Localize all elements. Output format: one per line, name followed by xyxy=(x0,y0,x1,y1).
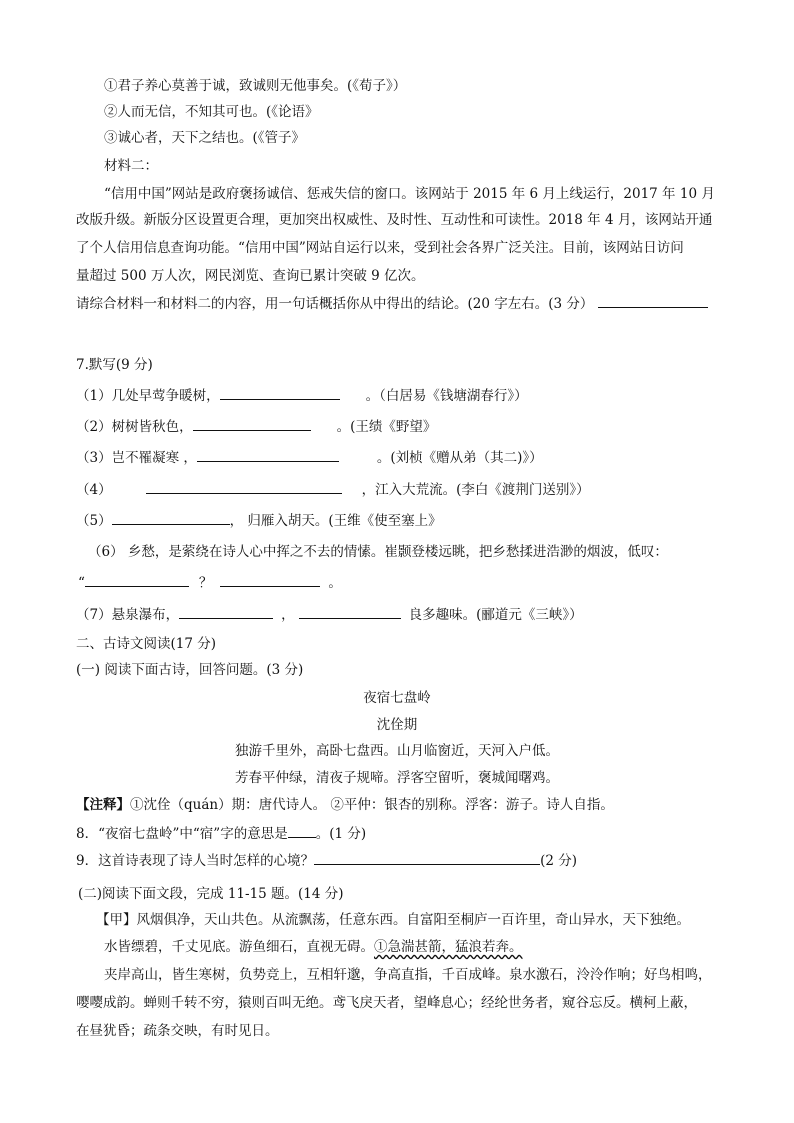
q8 xyxy=(76,823,366,844)
quote-xunzi: ①君子养心莫善于诚，致诚则无他事矣。(《荀子》） xyxy=(104,78,407,94)
q7-item-text: （7）悬泉瀑布， xyxy=(76,607,180,623)
q7-item-text: （3）岂不罹凝寒 ， xyxy=(76,450,197,466)
underlined-sentence: ①急湍甚箭，猛浪若奔。 xyxy=(374,939,523,955)
section2-sub1: (一) 阅读下面古诗，回答问题。(3 分) xyxy=(76,662,304,678)
answer-blank[interactable] xyxy=(288,823,316,838)
q7-item-6: （6） 乡愁，是萦绕在诗人心中挥之不去的情愫。崔颢登楼远眺，把乡愁揉进浩渺的烟波，低叹： xyxy=(88,544,668,560)
q7-item-text: 。(刘桢《赠从弟（其二)》） xyxy=(376,450,543,466)
passage-jia-line: 在昼犹昏；疏条交映，有时见日。 xyxy=(76,1023,279,1039)
passage-jia-line: 【甲】风烟俱净，天山共色。从流飘荡，任意东西。自富阳至桐庐一百许里，奇山异水，天下独绝。 xyxy=(96,912,690,928)
q7-item-2 xyxy=(76,416,436,437)
answer-blank[interactable] xyxy=(146,479,342,494)
quote-guanzi: ③诚心者，天下之结也。(《管子》 xyxy=(104,130,306,146)
answer-blank[interactable] xyxy=(193,416,311,431)
material2-heading: 材料二： xyxy=(104,158,158,174)
material2-paragraph-line: 量超过 500 万人次，网民浏览、查询已累计突破 9 亿次。 xyxy=(76,268,425,284)
q9-text: (2 分) xyxy=(540,853,578,869)
poem-author: 沈佺期 xyxy=(376,717,418,733)
answer-blank[interactable] xyxy=(299,604,401,619)
poem-line: 独游千里外，高卧七盘西。山月临窗近，天河入户低。 xyxy=(235,743,559,759)
material2-paragraph-line: 了个人信用信息查询功能。“信用中国”网站自运行以来，受到社会各界广泛关注。目前，该网站日访问 xyxy=(76,240,684,256)
conclusion-question xyxy=(76,293,708,314)
poem-line: 芳春平仲绿，清夜子规啼。浮客空留听，褒城闻曙鸡。 xyxy=(235,770,559,786)
q7-item-1 xyxy=(76,385,528,406)
q7-item-text: ， xyxy=(281,607,295,623)
section2-title: 二、古诗文阅读(17 分) xyxy=(76,636,217,652)
q9-text: 9．这首诗表现了诗人当时怎样的心境？ xyxy=(76,853,315,869)
note-text: ①沈佺（quán）期：唐代诗人。 ②平仲：银杏的别称。浮客：游子。诗人自指。 xyxy=(130,797,614,813)
material2-paragraph-line: 改版升级。新版分区设置更合理，更加突出权威性、及时性、互动性和可读性。2018 年 4 月，该网站开通 xyxy=(76,212,713,228)
q7-item-text: 。(王绩《野望》 xyxy=(336,419,437,435)
q7-item-3 xyxy=(76,447,543,468)
passage-text: 水皆缥碧，千丈见底。游鱼细石，直视无碍。 xyxy=(104,939,374,955)
q9 xyxy=(76,850,577,871)
q7-item-text: （1）几处早莺争暖树， xyxy=(76,388,220,404)
material2-paragraph-line: “信用中国”网站是政府褒扬诚信、惩戒失信的窗口。该网站于 2015 年 6 月上线运行，2017 年 10 月 xyxy=(104,186,715,202)
answer-blank[interactable] xyxy=(179,604,273,619)
poem-note xyxy=(76,795,614,815)
answer-blank[interactable] xyxy=(85,572,189,587)
answer-blank[interactable] xyxy=(314,850,540,865)
conclusion-question-text: 请综合材料一和材料二的内容，用一句话概括你从中得出的结论。(20 字左右。(3 分） xyxy=(76,296,594,312)
section2-sub2: (二)阅读下面文段，完成 11-15 题。(14 分) xyxy=(78,886,344,902)
passage-jia-line: 嘤嘤成韵。蝉则千转不穷，猿则百叫无绝。鸢飞戾天者，望峰息心；经纶世务者，窥谷忘反。横柯上蔽， xyxy=(76,995,697,1011)
answer-blank[interactable] xyxy=(598,293,708,308)
q8-text: 8．“夜宿七盘岭”中“宿”字的意思是 xyxy=(76,826,288,842)
passage-jia-line: 夹岸高山，皆生寒树，负势竞上，互相轩邈，争高直指，千百成峰。泉水激石，泠泠作响；好鸟相鸣， xyxy=(104,967,712,983)
answer-blank[interactable] xyxy=(220,385,340,400)
q7-item-7 xyxy=(76,604,583,625)
note-label: 【注释】 xyxy=(76,797,130,813)
poem-title: 夜宿七盘岭 xyxy=(363,690,431,706)
q7-item-text: ， 归雁入胡天。(王维《使至塞上》 xyxy=(229,513,442,529)
q7-item-text: ，江入大荒流。(李白《渡荆门送别》） xyxy=(361,482,590,498)
answer-blank[interactable] xyxy=(220,572,320,587)
q8-text: 。(1 分) xyxy=(315,826,367,842)
q7-item-6-blanks xyxy=(78,572,342,593)
answer-blank[interactable] xyxy=(197,447,339,462)
answer-blank[interactable] xyxy=(112,510,230,525)
q7-item-text: 。（白居易《钱塘湖春行》） xyxy=(365,388,528,404)
q7-item-text: 。 xyxy=(328,575,342,591)
q7-item-text: “ xyxy=(78,575,85,591)
q7-item-text: ？ xyxy=(198,575,213,591)
q7-item-text: （2）树树皆秋色， xyxy=(76,419,193,435)
q7-item-5 xyxy=(76,510,442,531)
q7-item-text: （4） xyxy=(76,482,112,498)
q7-item-text: 良多趣味。(郦道元《三峡》） xyxy=(408,607,583,623)
quote-lunyu: ②人而无信，不知其可也。(《论语》 xyxy=(104,104,319,120)
passage-jia-line xyxy=(104,937,523,957)
q7-item-4 xyxy=(76,479,590,500)
q7-item-text: （5） xyxy=(76,513,112,529)
q7-title: 7.默写(9 分) xyxy=(76,357,153,373)
